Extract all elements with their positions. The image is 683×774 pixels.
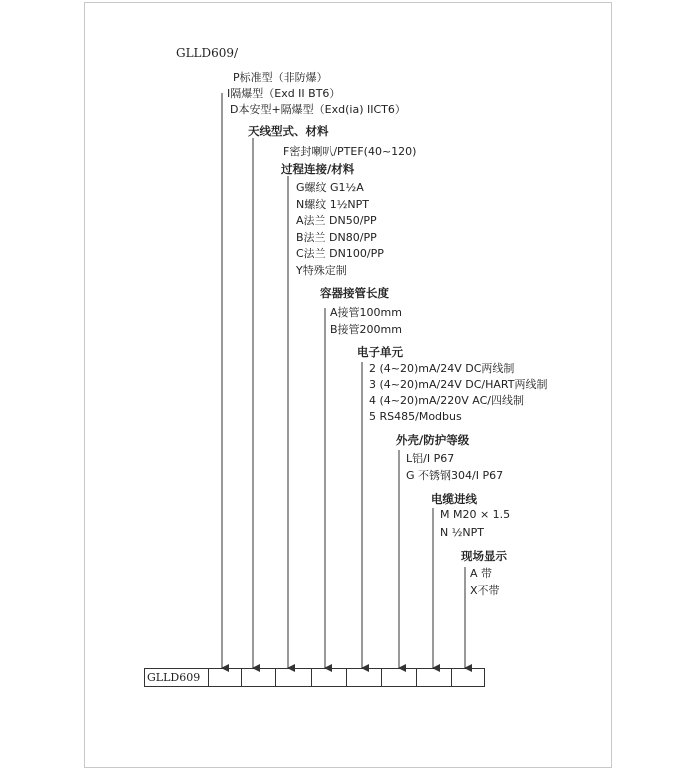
option-electronics-2: 2 (4~20)mA/24V DC两线制 [369,362,515,375]
option-cable-m: M M20 × 1.5 [440,508,511,521]
heading-antenna: 天线型式、材料 [248,124,329,138]
code-box-cable [416,669,451,686]
option-process-c: C法兰 DN100/PP [296,247,384,260]
heading-process: 过程连接/材料 [281,162,355,176]
option-cable-n: N ½NPT [440,526,484,539]
option-nozzle-b: B接管200mm [330,323,402,336]
model-title: GLLD609/ [176,46,239,60]
option-explosion-i: I隔爆型（Exd II BT6） [227,87,341,100]
option-electronics-4: 4 (4~20)mA/220V AC/四线制 [369,394,524,407]
heading-electronics: 电子单元 [357,345,403,359]
code-box-model: GLLD609 [147,671,201,684]
option-process-a: A法兰 DN50/PP [296,214,377,227]
option-antenna-f: F密封喇叭/PTEF(40~120) [283,145,417,158]
option-electronics-3: 3 (4~20)mA/24V DC/HART两线制 [369,378,548,391]
code-box-housing [381,669,416,686]
option-electronics-5: 5 RS485/Modbus [369,410,462,423]
option-display-x: X不带 [470,584,500,597]
option-process-g: G螺纹 G1½A [296,181,364,194]
code-box-electronics [346,669,381,686]
option-process-b: B法兰 DN80/PP [296,231,377,244]
option-housing-g: G 不锈钢304/I P67 [406,469,504,482]
code-box-process [275,669,311,686]
option-display-a: A 带 [470,567,493,580]
code-box-explosion [208,669,241,686]
code-box-nozzle [311,669,346,686]
option-nozzle-a: A接管100mm [330,306,402,319]
option-explosion-p: P标准型（非防爆） [233,71,328,84]
code-box-display [451,669,484,686]
model-code-boxes [144,668,485,687]
heading-housing: 外壳/防护等级 [396,433,470,447]
heading-nozzle: 容器接管长度 [320,286,389,300]
option-process-y: Y特殊定制 [296,264,347,277]
option-explosion-d: D本安型+隔爆型（Exd(ia) IICT6） [230,103,406,116]
code-box-antenna [241,669,275,686]
option-process-n: N螺纹 1½NPT [296,198,369,211]
heading-cable: 电缆进线 [431,492,477,506]
option-housing-l: L铝/I P67 [406,452,455,465]
heading-display: 现场显示 [461,549,507,563]
